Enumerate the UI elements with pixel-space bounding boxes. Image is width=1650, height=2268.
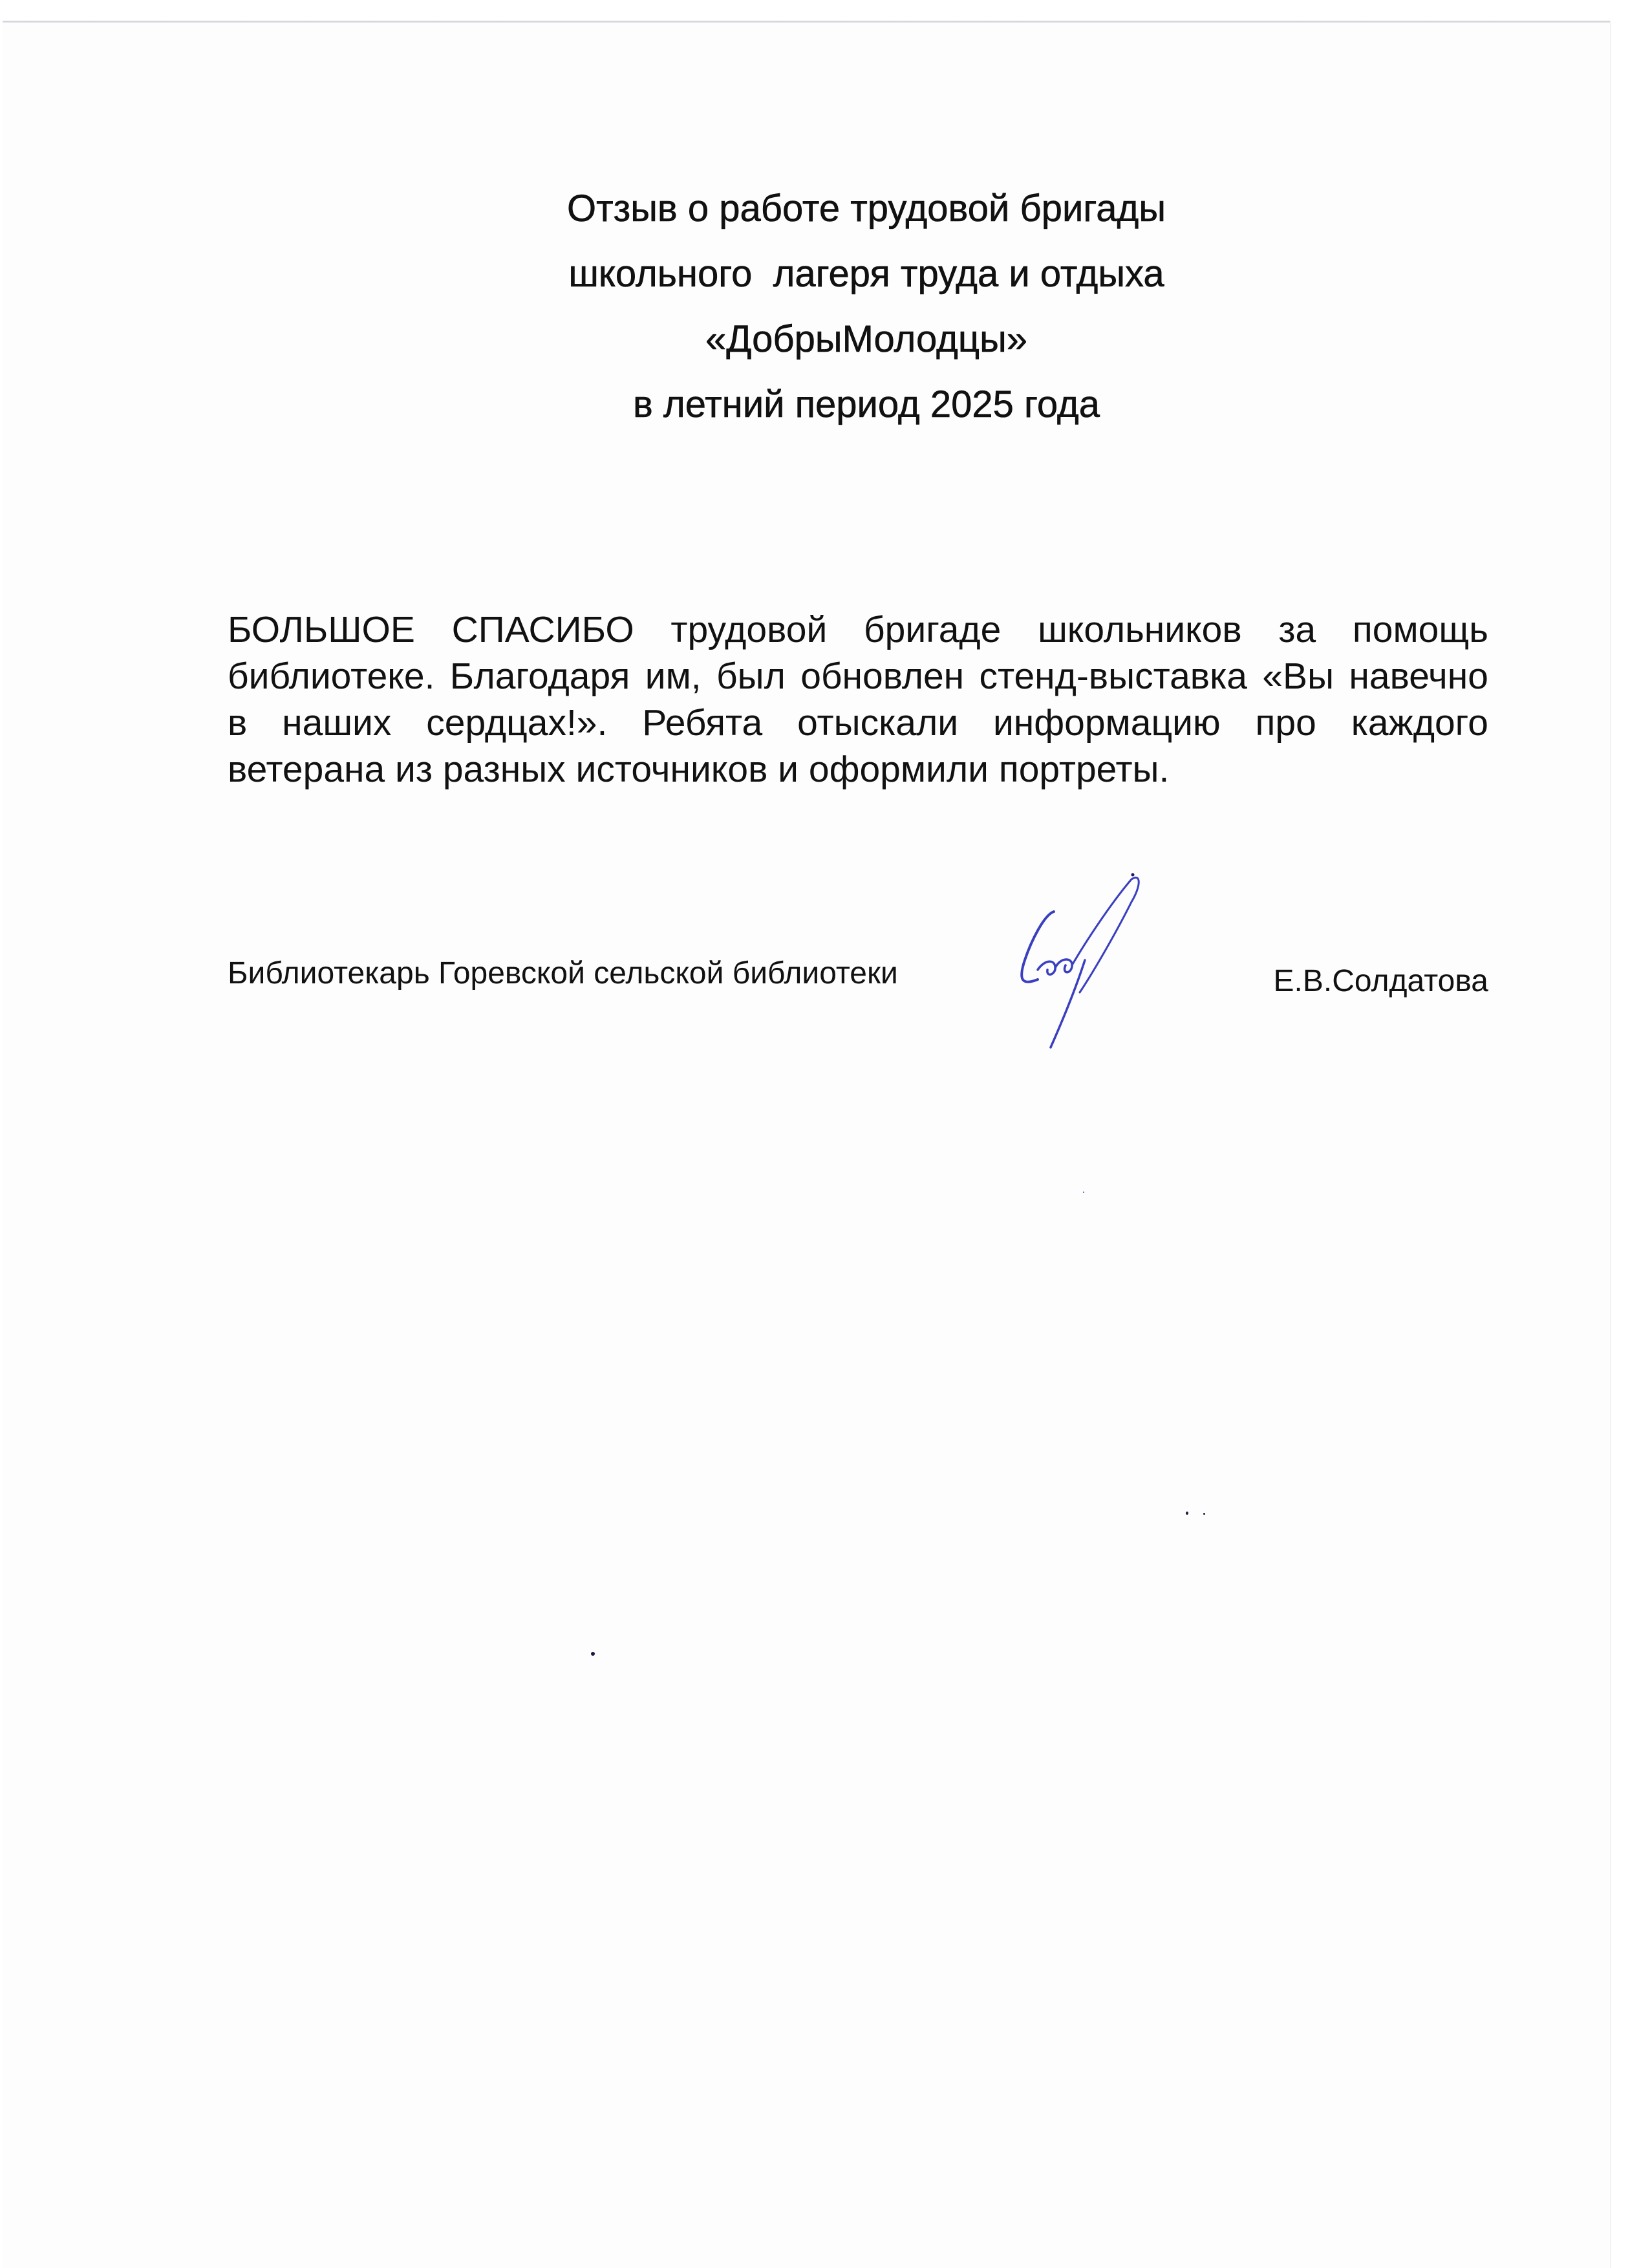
- body-word: в: [228, 702, 248, 744]
- body-word: Ребята: [642, 702, 763, 744]
- signature-stroke-c: [1022, 912, 1054, 982]
- scan-speck: [591, 1652, 595, 1656]
- title-line-3: «ДобрыМолодцы»: [705, 318, 1028, 360]
- scan-speck: [1083, 1192, 1084, 1193]
- signer-position: Библиотекарь Горевской сельской библиотеки: [228, 956, 898, 990]
- body-word: информацию: [992, 702, 1221, 744]
- body-line-1: [228, 606, 1488, 653]
- body-word: отыскали: [797, 702, 959, 744]
- body-word: Благодаря: [449, 656, 630, 697]
- body-line-3: [228, 700, 1488, 746]
- title-line-2: школьного лагеря труда и отдыха: [568, 253, 1164, 295]
- body-word: наших: [282, 702, 392, 744]
- signature-stroke-o: [1055, 959, 1072, 972]
- scan-speck: [1203, 1513, 1205, 1515]
- body-word: библиотеке.: [228, 656, 435, 697]
- title-line-4: в летний период 2025 года: [633, 383, 1100, 425]
- body-paragraph: [228, 606, 1488, 793]
- body-word: трудовой: [670, 609, 828, 650]
- signature-stroke-loop: [1072, 877, 1139, 992]
- body-word: был: [716, 656, 786, 697]
- body-word: каждого: [1351, 702, 1488, 744]
- body-word: «Вы: [1262, 656, 1334, 697]
- body-word: обновлен: [800, 656, 965, 697]
- scan-speck: [1186, 1512, 1188, 1515]
- signature-row: [228, 956, 1488, 1001]
- body-word: им,: [645, 656, 702, 697]
- body-word: за: [1278, 609, 1316, 650]
- body-word: навечно: [1349, 656, 1488, 697]
- scan-top-edge: [3, 21, 1610, 23]
- body-word: бригаде: [864, 609, 1002, 650]
- body-word: стенд-выставка: [979, 656, 1247, 697]
- signature-dot: [1131, 873, 1135, 877]
- title-line-1: Отзыв о работе трудовой бригады: [566, 187, 1166, 230]
- document-title: [453, 176, 1280, 437]
- body-line-2: [228, 653, 1488, 700]
- signer-name: Е.В.Солдатова: [1273, 964, 1488, 998]
- signature-stroke-e: [1038, 961, 1055, 974]
- body-word: БОЛЬШОЕ: [228, 609, 415, 650]
- body-word: школьников: [1038, 609, 1242, 650]
- body-line-4: ветерана из разных источников и оформили портреты.: [228, 749, 1170, 790]
- body-word: про: [1255, 702, 1316, 744]
- handwritten-signature: [1009, 863, 1151, 1057]
- body-word: СПАСИБО: [451, 609, 634, 650]
- body-word: сердцах!».: [426, 702, 608, 744]
- body-word: помощь: [1352, 609, 1488, 650]
